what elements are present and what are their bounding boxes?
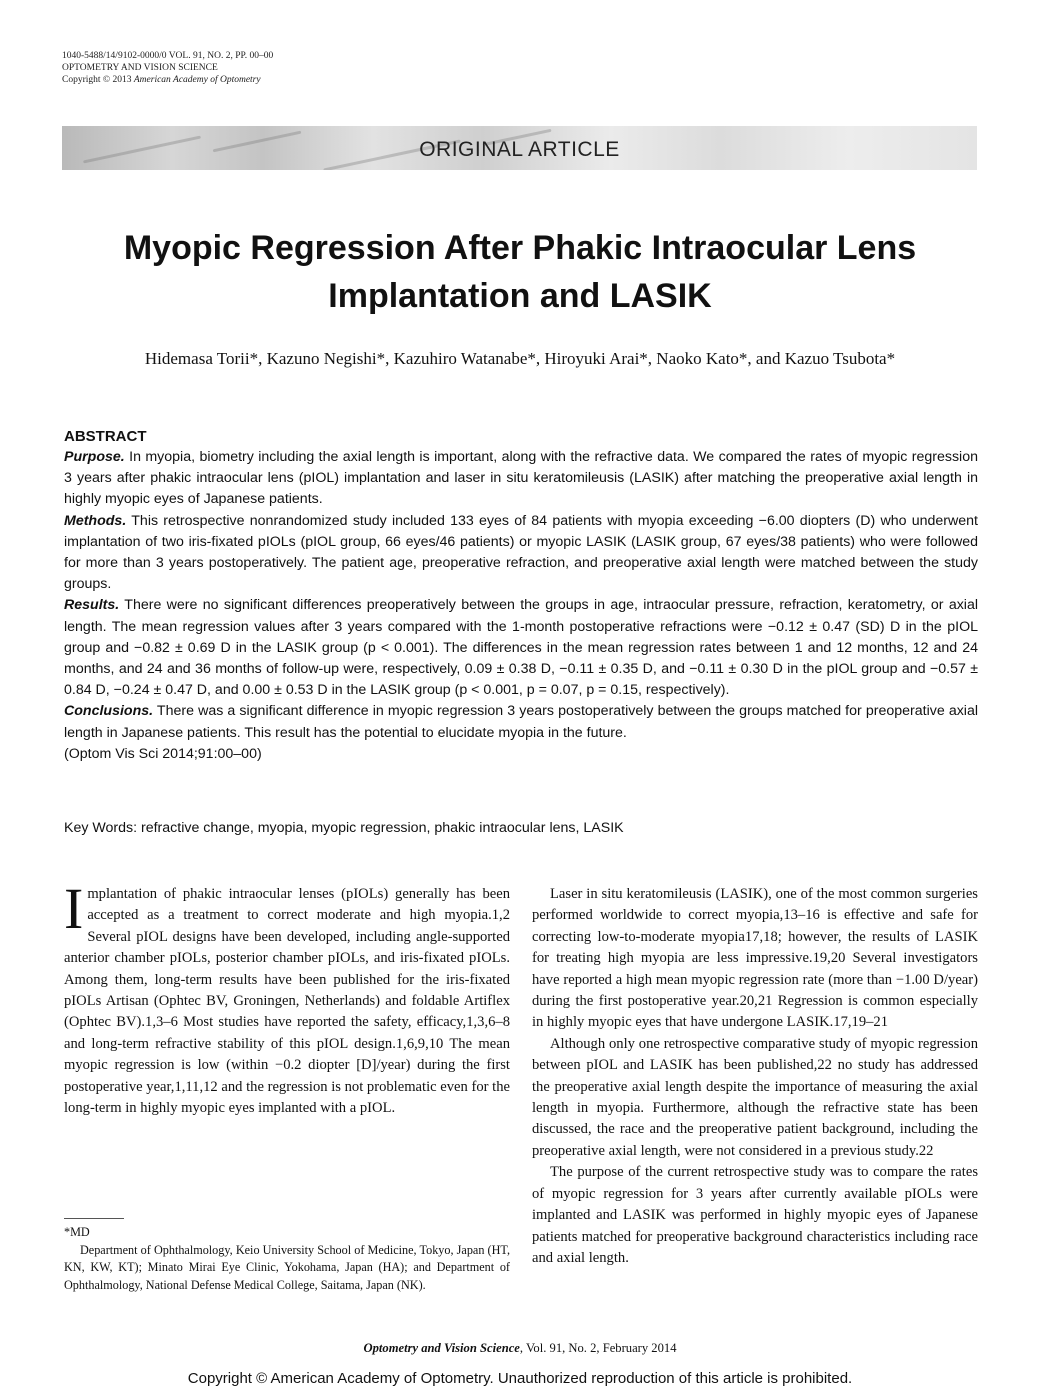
abstract-heading: ABSTRACT	[64, 428, 147, 445]
running-header	[62, 50, 273, 86]
header-journal-line: OPTOMETRY AND VISION SCIENCE	[62, 63, 218, 73]
title-line-2: Implantation and LASIK	[328, 277, 712, 315]
abstract-methods: Methods. This retrospective nonrandomized study included 133 eyes of 84 patients with myopia exceeding −6.00 diopters (D) who underwent implantation of two iris-fixated pIOLs (pIOL group, 66 eyes/46 patients) or myopic LASIK (LASIK group, 67 eyes/38 patients) who were followed for more than 3 years postoperatively. The patient age, preoperative refraction, and preoperative axial length were matched between the study groups.	[64, 512, 978, 593]
body-column-left	[64, 876, 510, 1119]
article-type-label: ORIGINAL ARTICLE	[419, 138, 620, 161]
drop-cap: I	[64, 876, 84, 941]
abstract-purpose: Purpose. In myopia, biometry including the axial length is important, along with the refractive data. We compared the rates of myopic regression 3 years after phakic intraocular lens (pIOL) implantation and laser in situ keratomileusis (LASIK) after matching the preoperative axial length in highly myopic eyes of Japanese patients.	[64, 449, 978, 508]
footnote-affiliation: Department of Ophthalmology, Keio University School of Medicine, Tokyo, Japan (HT, KN, KW, KT); Minato Mirai Eye Clinic, Yokohama, Japan (HA); and Department of Ophthalmology, National Defense Medical College, Saitama, Japan (NK).	[64, 1242, 510, 1292]
abstract-results: Results. There were no significant differences preoperatively between the groups in age, intraocular pressure, refraction, keratometry, or axial length. The mean regression values after 3 years compared with the 1-month postoperative refractions were −0.12 ± 0.47 (SD) D in the pIOL group and −0.82 ± 0.69 D in the LASIK group (p < 0.001). The differences in the mean regression rates between 1 and 12 months, 12 and 24 months, and 24 and 36 months of follow-up were, respectively, 0.09 ± 0.38 D, −0.11 ± 0.35 D, and −0.11 ± 0.30 D in the pIOL group and −0.57 ± 0.84 D, −0.24 ± 0.47 D, and 0.00 ± 0.53 D in the LASIK group (p < 0.001, p = 0.07, p = 0.15, respectively).	[64, 597, 978, 699]
title-line-1: Myopic Regression After Phakic Intraocular Lens	[123, 229, 917, 267]
footnotes	[64, 1224, 510, 1294]
lasik-paragraph: Laser in situ keratomileusis (LASIK), one of the most common surgeries performed worldwide to correct myopia,13–16 is effective and safe for correcting low-to-moderate myopia17,18; however, the results of LASIK for treating high myopia are less impressive.19,20 Several investigators have reported a high mean myopic regression rate (more than −1.00 D/year) during the first postoperative year.20,21 Regression is common especially in highly myopic eyes that have undergone LASIK.17,19–21	[532, 886, 978, 1031]
journal-footer: Optometry and Vision Science, Vol. 91, No. 2, February 2014	[363, 1341, 677, 1355]
key-words: Key Words: refractive change, myopia, myopic regression, phakic intraocular lens, LASIK	[64, 820, 624, 836]
footnote-degree: *MD	[64, 1225, 90, 1239]
body-column-right	[532, 884, 978, 1269]
abstract-conclusions: Conclusions. There was a significant difference in myopic regression 3 years postoperatively between the groups matched for preoperative axial length in Japanese patients. This result has the potential to elucidate myopia in the future.	[64, 703, 978, 741]
abstract-citation: (Optom Vis Sci 2014;91:00–00)	[64, 745, 262, 762]
purpose-paragraph: The purpose of the current retrospective study was to compare the rates of myopic regression for 3 years after currently available pIOLs were implanted and LASIK was performed in highly myopic eyes of Japanese patients matched for preoperative background characteristics including race and axial length.	[532, 1164, 978, 1266]
article-title	[40, 224, 1000, 320]
intro-paragraph: Implantation of phakic intraocular lenses (pIOLs) generally has been accepted as a treatment to correct moderate and high myopia.1,2 Several pIOL designs have been developed, including angle-supported anterior chamber pIOLs, posterior chamber pIOLs, and iris-fixated pIOLs. Among them, long-term results have been published for the iris-fixated pIOLs Artisan (Ophtec BV, Groningen, Netherlands) and foldable Artiflex (Ophtec BV).1,3–6 Most studies have reported the safety, efficacy,1,3,6–8 and long-term refractive stability of this pIOL design.1,6,9,10 The mean myopic regression is low (within −0.2 diopter [D]/year) during the first postoperative year,1,11,12 and the regression is not problematic even for the long-term in highly myopic eyes implanted with a pIOL.	[64, 876, 510, 1117]
footnote-divider	[64, 1218, 124, 1219]
comparison-paragraph: Although only one retrospective comparative study of myopic regression between pIOL and LASIK has been published,22 no study has addressed the preoperative axial length despite the importance of measuring the axial length in myopia. Furthermore, although the refractive state has been discussed, the race and the preoperative patient background, including the preoperative axial length, were not considered in a previous study.22	[532, 1035, 978, 1159]
article-type-banner	[62, 126, 977, 170]
header-copyright-line: Copyright © 2013 American Academy of Optometry	[62, 75, 261, 85]
abstract	[64, 426, 978, 765]
header-issn-line: 1040-5488/14/9102-0000/0 VOL. 91, NO. 2, PP. 00–00	[62, 51, 274, 61]
author-list: Hidemasa Torii*, Kazuno Negishi*, Kazuhiro Watanabe*, Hiroyuki Arai*, Naoko Kato*, and Kazuo Tsubota*	[144, 349, 896, 368]
copyright-notice: Copyright © American Academy of Optometry. Unauthorized reproduction of this article is prohibited.	[187, 1370, 853, 1387]
